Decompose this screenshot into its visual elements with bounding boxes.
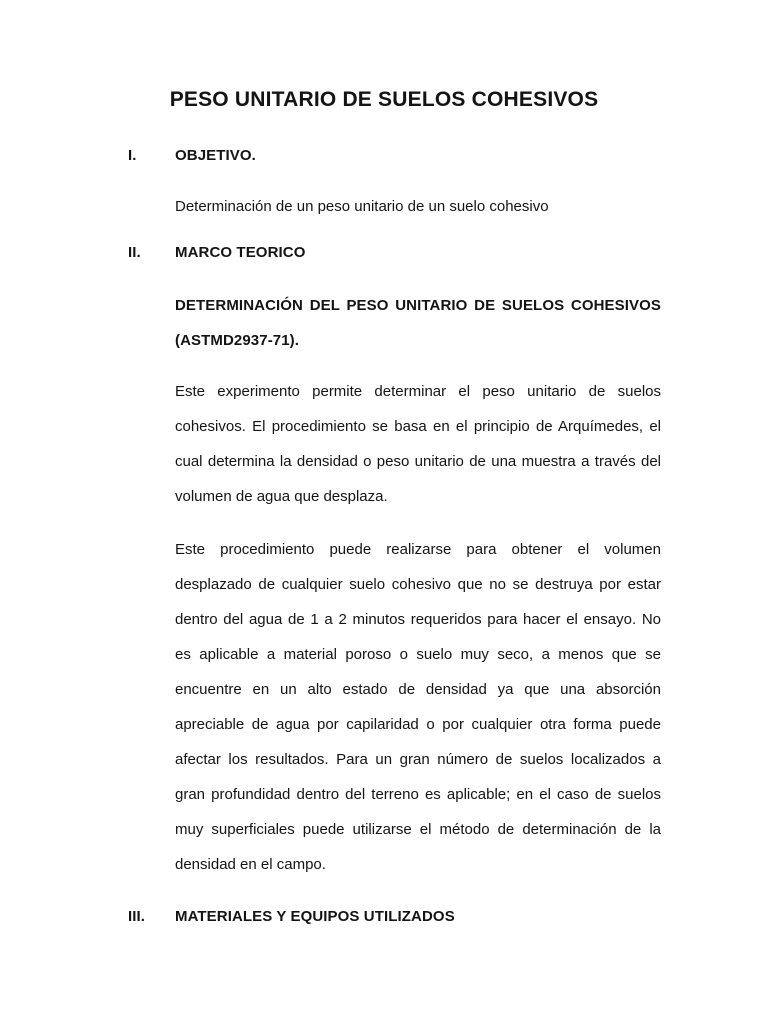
section-materiales-numeral: III. xyxy=(128,908,146,925)
document-title: PESO UNITARIO DE SUELOS COHESIVOS xyxy=(169,88,599,111)
section-objetivo-heading-row xyxy=(128,147,256,164)
section-objetivo-numeral: I. xyxy=(128,147,137,164)
section-marco-teorico-heading: MARCO TEORICO xyxy=(175,244,306,261)
section-materiales-heading: MATERIALES Y EQUIPOS UTILIZADOS xyxy=(175,908,455,925)
section-materiales-heading-row xyxy=(128,908,455,925)
marco-teorico-subheading: DETERMINACIÓN DEL PESO UNITARIO DE SUELOS COHESIVOS (ASTMD2937-71). xyxy=(175,297,661,349)
section-objetivo-heading: OBJETIVO. xyxy=(175,147,256,164)
marco-teorico-paragraph-1: Este experimento permite determinar el peso unitario de suelos cohesivos. El procedimiento se basa en el principio de Arquímedes, el cual determina la densidad o peso unitario de una muestra a través del volumen de agua que desplaza. xyxy=(175,383,661,505)
section-objetivo-body: Determinación de un peso unitario de un suelo cohesivo xyxy=(175,198,549,215)
marco-teorico-paragraph-2: Este procedimiento puede realizarse para obtener el volumen desplazado de cualquier suelo cohesivo que no se destruya por estar dentro del agua de 1 a 2 minutos requeridos para hacer el ensayo. No es aplicable a material poroso o suelo muy seco, a menos que se encuentre en un alto estado de densidad ya que una absorción apreciable de agua por capilaridad o por cualquier otra forma puede afectar los resultados. Para un gran número de suelos localizados a gran profundidad dentro del terreno es aplicable; en el caso de suelos muy superficiales puede utilizarse el método de determinación de la densidad en el campo. xyxy=(175,541,661,873)
section-marco-teorico-heading-row xyxy=(128,244,305,261)
section-marco-teorico-numeral: II. xyxy=(128,244,141,261)
